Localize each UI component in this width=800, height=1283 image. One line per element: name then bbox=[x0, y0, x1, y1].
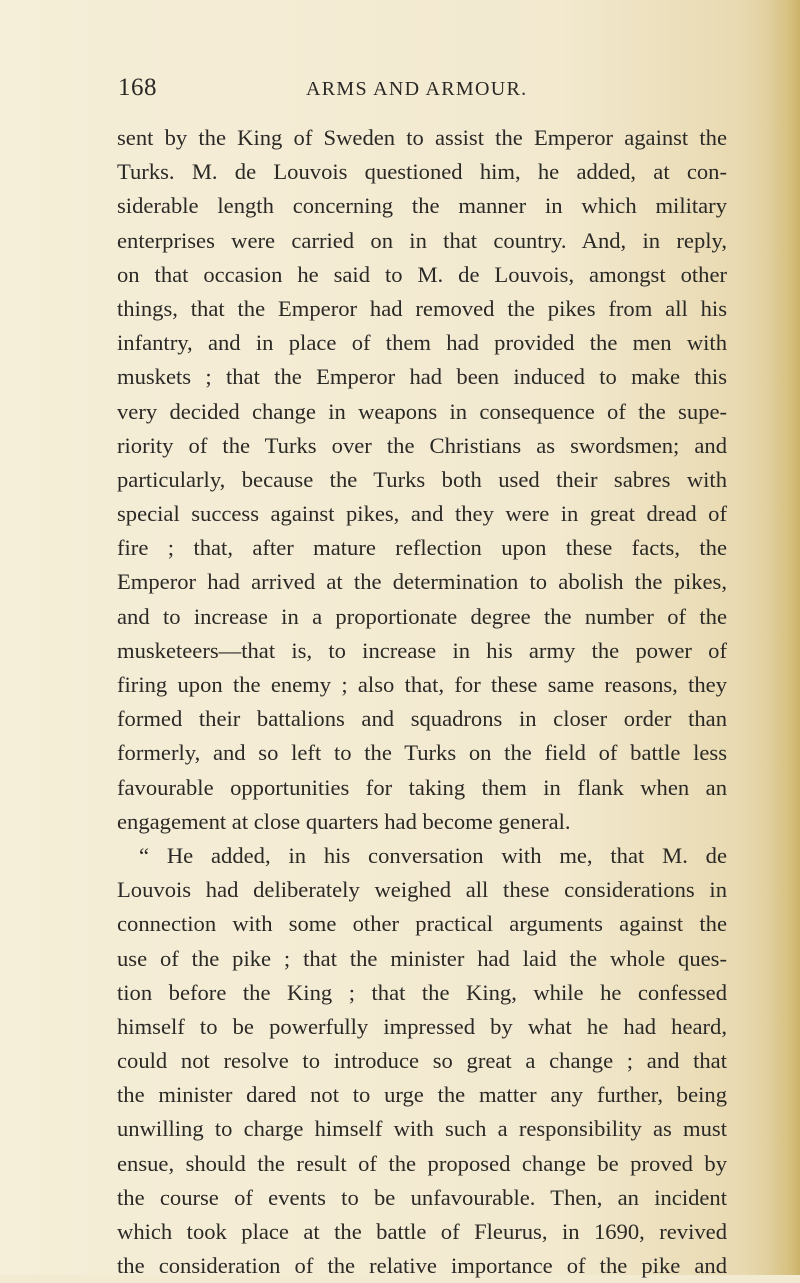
text-line: particularly, because the Turks both used their sabres with bbox=[117, 466, 727, 492]
text-line: could not resolve to introduce so great a change ; and that bbox=[117, 1048, 727, 1074]
text-line: on that occasion he said to M. de Louvois, amongst other bbox=[117, 261, 727, 287]
text-line: which took place at the battle of Fleurus, in 1690, revived bbox=[117, 1219, 727, 1244]
paragraph-end-line: engagement at close quarters had become general. bbox=[117, 808, 571, 834]
body-text bbox=[117, 121, 727, 1283]
text-line: siderable length concerning the manner in which military bbox=[117, 193, 727, 219]
text-line: favourable opportunities for taking them in flank when an bbox=[117, 774, 727, 800]
text-line: Emperor had arrived at the determination to abolish the pikes, bbox=[117, 569, 727, 595]
text-line: very decided change in weapons in consequence of the supe- bbox=[117, 398, 727, 424]
text-line: the consideration of the relative importance of the pike and bbox=[117, 1253, 727, 1279]
text-line: sent by the King of Sweden to assist the Emperor against the bbox=[117, 125, 727, 150]
text-line: use of the pike ; that the minister had laid the whole ques- bbox=[117, 945, 727, 971]
text-line: special success against pikes, and they were in great dread of bbox=[117, 501, 727, 527]
text-line: Louvois had deliberately weighed all these considerations in bbox=[117, 877, 727, 903]
text-line: the course of events to be unfavourable. Then, an incident bbox=[117, 1184, 727, 1210]
text-line: connection with some other practical arguments against the bbox=[117, 911, 727, 937]
page-header bbox=[0, 70, 800, 110]
page-number: 168 bbox=[118, 74, 157, 101]
text-line: musketeers—that is, to increase in his army the power of bbox=[117, 637, 727, 663]
text-line: Turks. M. de Louvois questioned him, he added, at con- bbox=[117, 159, 727, 185]
text-line: the minister dared not to urge the matter any further, being bbox=[117, 1082, 727, 1108]
paragraph-start-line: “ He added, in his conversation with me, that M. de bbox=[139, 842, 727, 868]
text-line: tion before the King ; that the King, while he confessed bbox=[117, 979, 727, 1005]
text-line: muskets ; that the Emperor had been induced to make this bbox=[117, 364, 727, 390]
running-head: ARMS AND ARMOUR. bbox=[306, 78, 528, 100]
text-line: himself to be powerfully impressed by what he had heard, bbox=[117, 1013, 727, 1039]
text-line: enterprises were carried on in that country. And, in reply, bbox=[117, 227, 727, 253]
text-line: firing upon the enemy ; also that, for these same reasons, they bbox=[117, 672, 727, 697]
text-line: fire ; that, after mature reflection upon these facts, the bbox=[117, 535, 727, 561]
text-line: things, that the Emperor had removed the pikes from all his bbox=[117, 295, 727, 321]
text-line: and to increase in a proportionate degree the number of the bbox=[117, 603, 727, 629]
page-edge-shading bbox=[770, 0, 800, 1275]
text-line: unwilling to charge himself with such a responsibility as must bbox=[117, 1116, 727, 1142]
text-line: formed their battalions and squadrons in closer order than bbox=[117, 706, 727, 732]
text-line: infantry, and in place of them had provided the men with bbox=[117, 330, 727, 356]
text-line: riority of the Turks over the Christians as swordsmen; and bbox=[117, 432, 727, 458]
text-line: formerly, and so left to the Turks on the field of battle less bbox=[117, 740, 727, 766]
text-line: ensue, should the result of the proposed change be proved by bbox=[117, 1150, 727, 1176]
